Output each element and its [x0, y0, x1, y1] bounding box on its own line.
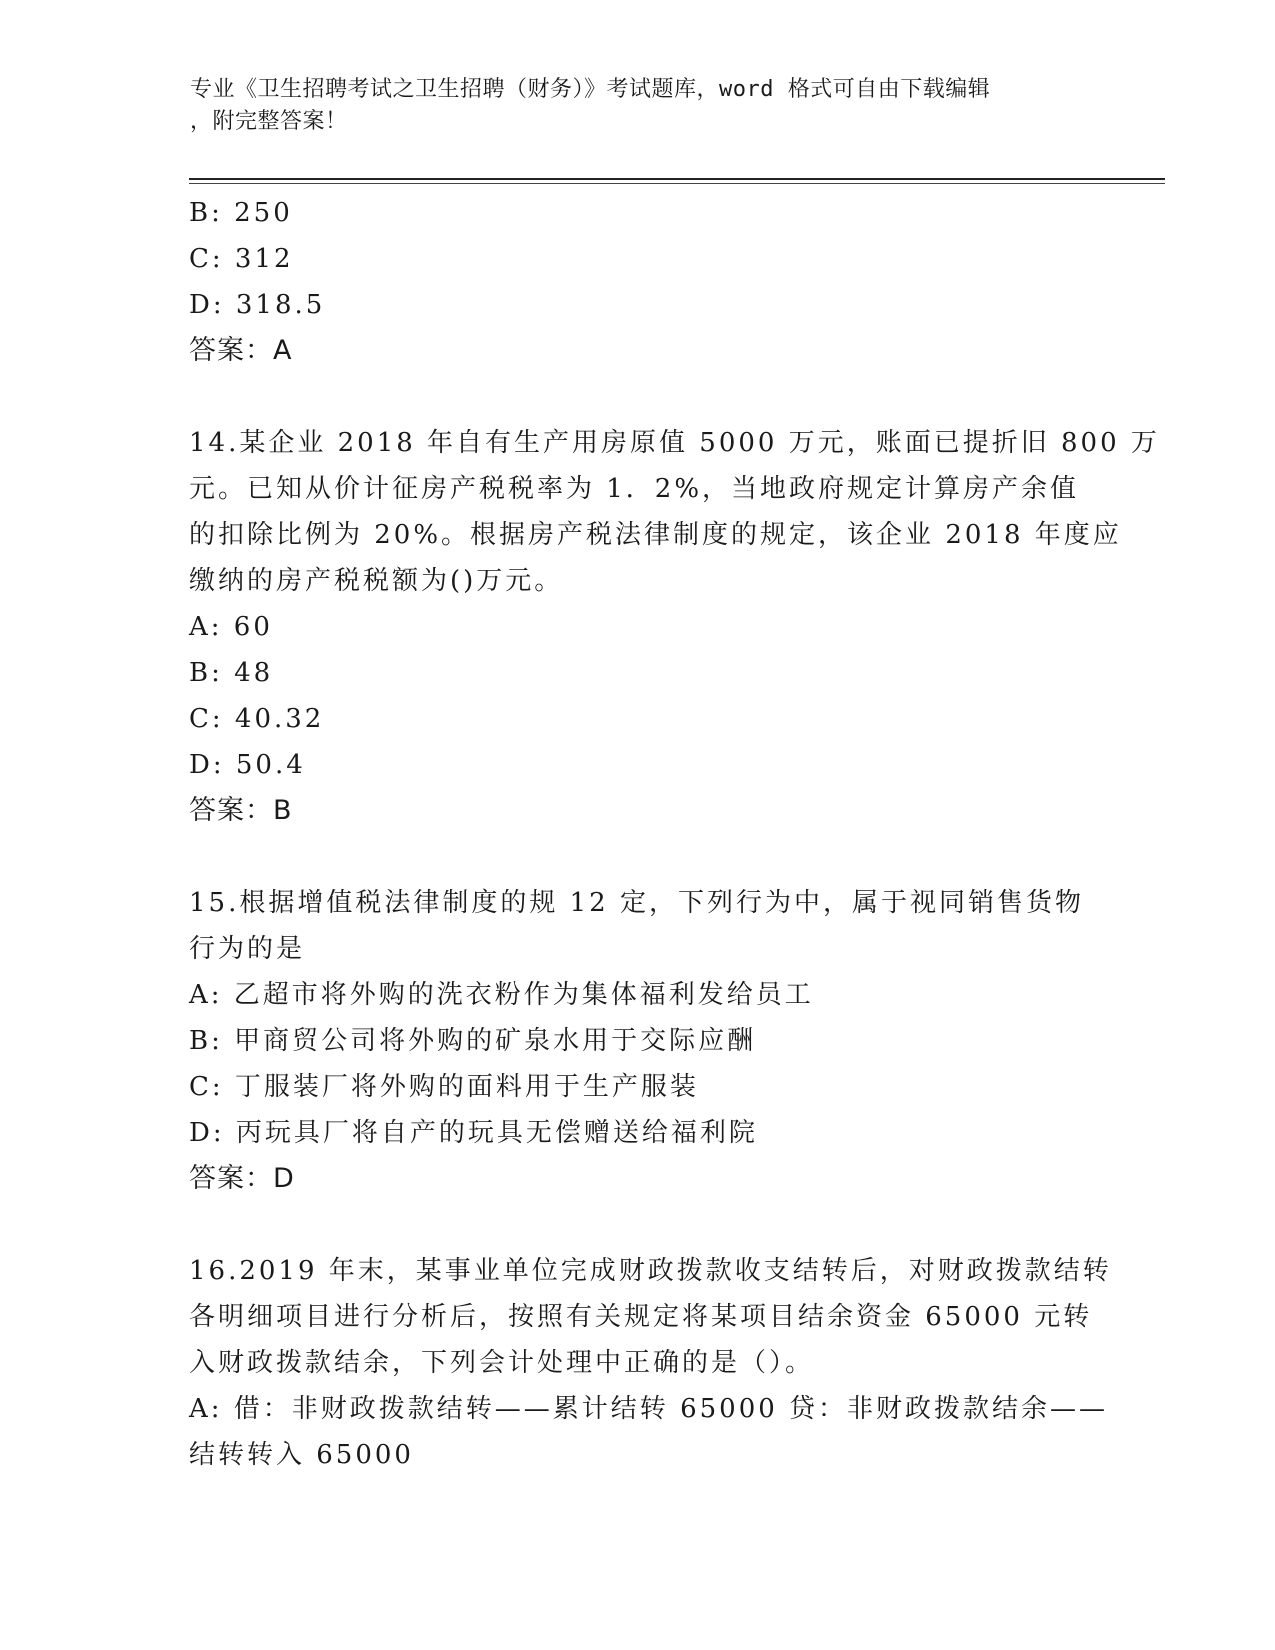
question-stem-line: 16.2019 年末，某事业单位完成财政拨款收支结转后，对财政拨款结转: [189, 1256, 1112, 1286]
option-b: B: 48: [189, 658, 274, 688]
question-list: [189, 190, 1160, 1478]
option-a-continued: 结转转入 65000: [189, 1440, 414, 1470]
question-stem-line: 行为的是: [189, 934, 306, 964]
question-spacer: [189, 374, 1089, 420]
header-line-1: 专业《卫生招聘考试之卫生招聘（财务）》考试题库，word 格式可自由下载编辑: [190, 77, 991, 102]
option-d: D: 318.5: [189, 290, 326, 320]
question-stem-line: 各明细项目进行分析后，按照有关规定将某项目结余资金 65000 元转: [189, 1302, 1093, 1332]
header-divider-thin: [189, 183, 1165, 184]
question-13-tail: [189, 190, 1089, 374]
question-stem-line: 元。已知从价计征房产税税率为 1．2%，当地政府规定计算房产余值: [189, 474, 1080, 504]
option-a: A: 乙超市将外购的洗衣粉作为集体福利发给员工: [189, 980, 814, 1010]
header-divider-thick: [189, 178, 1165, 180]
answer-line: 答案：B: [189, 795, 293, 826]
option-d: D: 50.4: [189, 750, 306, 780]
question-stem-line: 14.某企业 2018 年自有生产用房原值 5000 万元，账面已提折旧 800 万: [189, 428, 1160, 458]
option-b: B: 250: [189, 198, 293, 228]
question-stem-line: 的扣除比例为 20%。根据房产税法律制度的规定，该企业 2018 年度应: [189, 520, 1122, 550]
question-16: [189, 1248, 1112, 1478]
header-line-2: ，附完整答案！: [190, 109, 348, 134]
option-c: C: 40.32: [189, 704, 325, 734]
question-stem-line: 缴纳的房产税税额为()万元。: [189, 566, 564, 596]
answer-line: 答案：A: [189, 335, 293, 366]
question-spacer: [189, 1202, 1089, 1248]
option-c: C: 丁服装厂将外购的面料用于生产服装: [189, 1072, 699, 1102]
answer-line: 答案：D: [189, 1163, 295, 1194]
option-a: A: 借：非财政拨款结转——累计结转 65000 贷：非财政拨款结余——: [189, 1394, 1109, 1424]
question-stem-line: 入财政拨款结余，下列会计处理中正确的是（）。: [189, 1348, 815, 1378]
question-stem-line: 15.根据增值税法律制度的规 12 定，下列行为中，属于视同销售货物: [189, 888, 1084, 918]
document-header: [190, 74, 1090, 138]
option-c: C: 312: [189, 244, 294, 274]
option-d: D: 丙玩具厂将自产的玩具无偿赠送给福利院: [189, 1118, 758, 1148]
option-b: B: 甲商贸公司将外购的矿泉水用于交际应酬: [189, 1026, 757, 1056]
option-a: A: 60: [189, 612, 273, 642]
question-14: [189, 420, 1160, 834]
question-spacer: [189, 834, 1089, 880]
question-15: [189, 880, 1089, 1202]
